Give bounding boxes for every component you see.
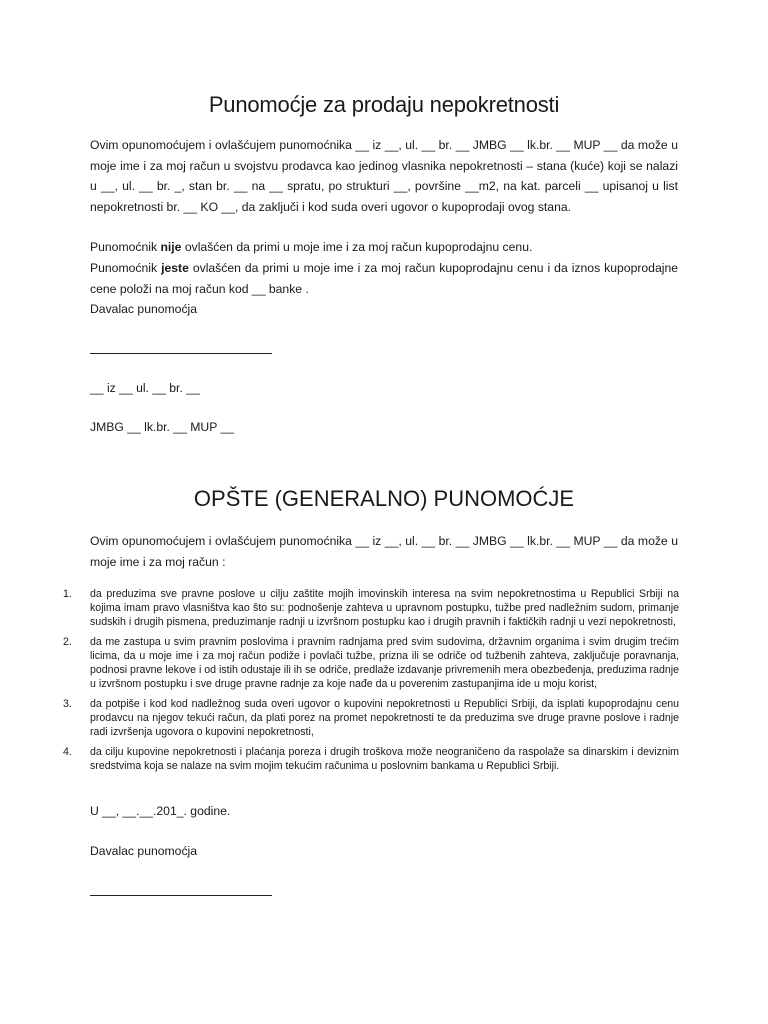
list-item-number: 4. <box>63 746 72 758</box>
list-item-number: 2. <box>63 636 72 648</box>
grantor-label-2: Davalac punomoćja <box>90 844 198 858</box>
grantor-address-line: __ iz __ ul. __ br. __ <box>90 381 200 395</box>
agent-not-authorized-line: Punomoćnik nije ovlašćen da primi u moje ime i za moj račun kupoprodajnu cenu. <box>90 240 533 254</box>
list-item-text: da cilju kupovine nepokretnosti i plaćanja poreza i drugih troškova može neograničeno da raspolaže sa dinarskim i deviznim sredstvima koja se nalaze na svim mojim tekućim računima u poslovnim bankama u Republici Srbiji. <box>90 746 679 772</box>
list-item-number: 3. <box>63 698 72 710</box>
general-power-intro-paragraph: Ovim opunomoćujem i ovlašćujem punomoćnika __ iz __, ul. __ br. __ JMBG __ lk.br. __ MUP __ da može u moje ime i za moj račun : <box>90 534 678 569</box>
grantor-label: Davalac punomoćja <box>90 302 198 316</box>
document-title-special-power: Punomoćje za prodaju nepokretnosti <box>208 92 560 117</box>
signature-line <box>90 353 272 354</box>
list-item-text: da potpiše i kod kod nadležnog suda overi ugovor o kupovini nepokretnosti u Republici Srbiji, da isplati kupoprodajnu cenu prodavcu na njegov tekući račun, da plati porez na promet nepokretnosti te da preduzima sve druge pravne poslove i radnje radi izvršenja ugovora o kupovini nepokretnosti, <box>90 698 679 738</box>
list-item-number: 1. <box>63 588 72 600</box>
agent-authorized-line: Punomoćnik jeste ovlašćen da primi u moje ime i za moj račun kupoprodajnu cenu i da iznos kupoprodajne cene položi na moj račun kod __ banke . <box>90 261 679 296</box>
list-item <box>63 697 679 739</box>
grantor-id-line: JMBG __ lk.br. __ MUP __ <box>90 420 235 434</box>
list-item-text: da me zastupa u svim pravnim poslovima i pravnim radnjama pred svim sudovima, državnim organima i svim drugim trećim licima, da u moje ime i za moj račun podiže i povlači tužbe, prizna ili se odriče od tužbenih zahteva, zaključuje poravnanja, podnosi pravne lekove i od istih odustaje ili ih se odriče, predlaže izdavanje privremenih mera obezbeđenja, preduzima radnje u izvršnom postupku i sve druge pravne radnje za koje nađe da u poverenim zastupanjima ide u moju korist, <box>90 636 679 690</box>
list-item <box>63 745 679 773</box>
list-item-text: da preduzima sve pravne poslove u cilju zaštite mojih imovinskih interesa na svim nepokretnostima u Republici Srbiji na kojima imam pravo vlasništva kao što su: podnošenje zahteva u upravnom postupku, tužbe pred nadležnim sudom, primanje sudskih i drugih pismena, preduzimanje radnji u izvršnom postupku kao i drugih pravnih i faktičkih radnji u vezi nepokretnosti, <box>90 588 679 628</box>
signature-line-2 <box>90 895 272 896</box>
authorizations-list <box>63 587 679 779</box>
list-item <box>63 635 679 691</box>
document-title-general-power: OPŠTE (GENERALNO) PUNOMOĆJE <box>193 486 575 511</box>
list-item <box>63 587 679 629</box>
power-of-attorney-paragraph: Ovim opunomoćujem i ovlašćujem punomoćnika __ iz __, ul. __ br. __ JMBG __ lk.br. __ MUP __ da može u moje ime i za moj račun u svojstvu prodavca kao jedinog vlasnika nepokretnosti – stana (kuće) koji se nalazi u __, ul. __ br. _, stan br. __ na __ spratu, po strukturi __, površine __m2, na kat. parceli __ upisanoj u list nepokretnosti br. __ KO __, da zaključi i kod suda overi ugovor o kupoprodaji ovog stana. <box>90 138 678 214</box>
date-place-line: U __, __.__.201_. godine. <box>90 804 231 818</box>
